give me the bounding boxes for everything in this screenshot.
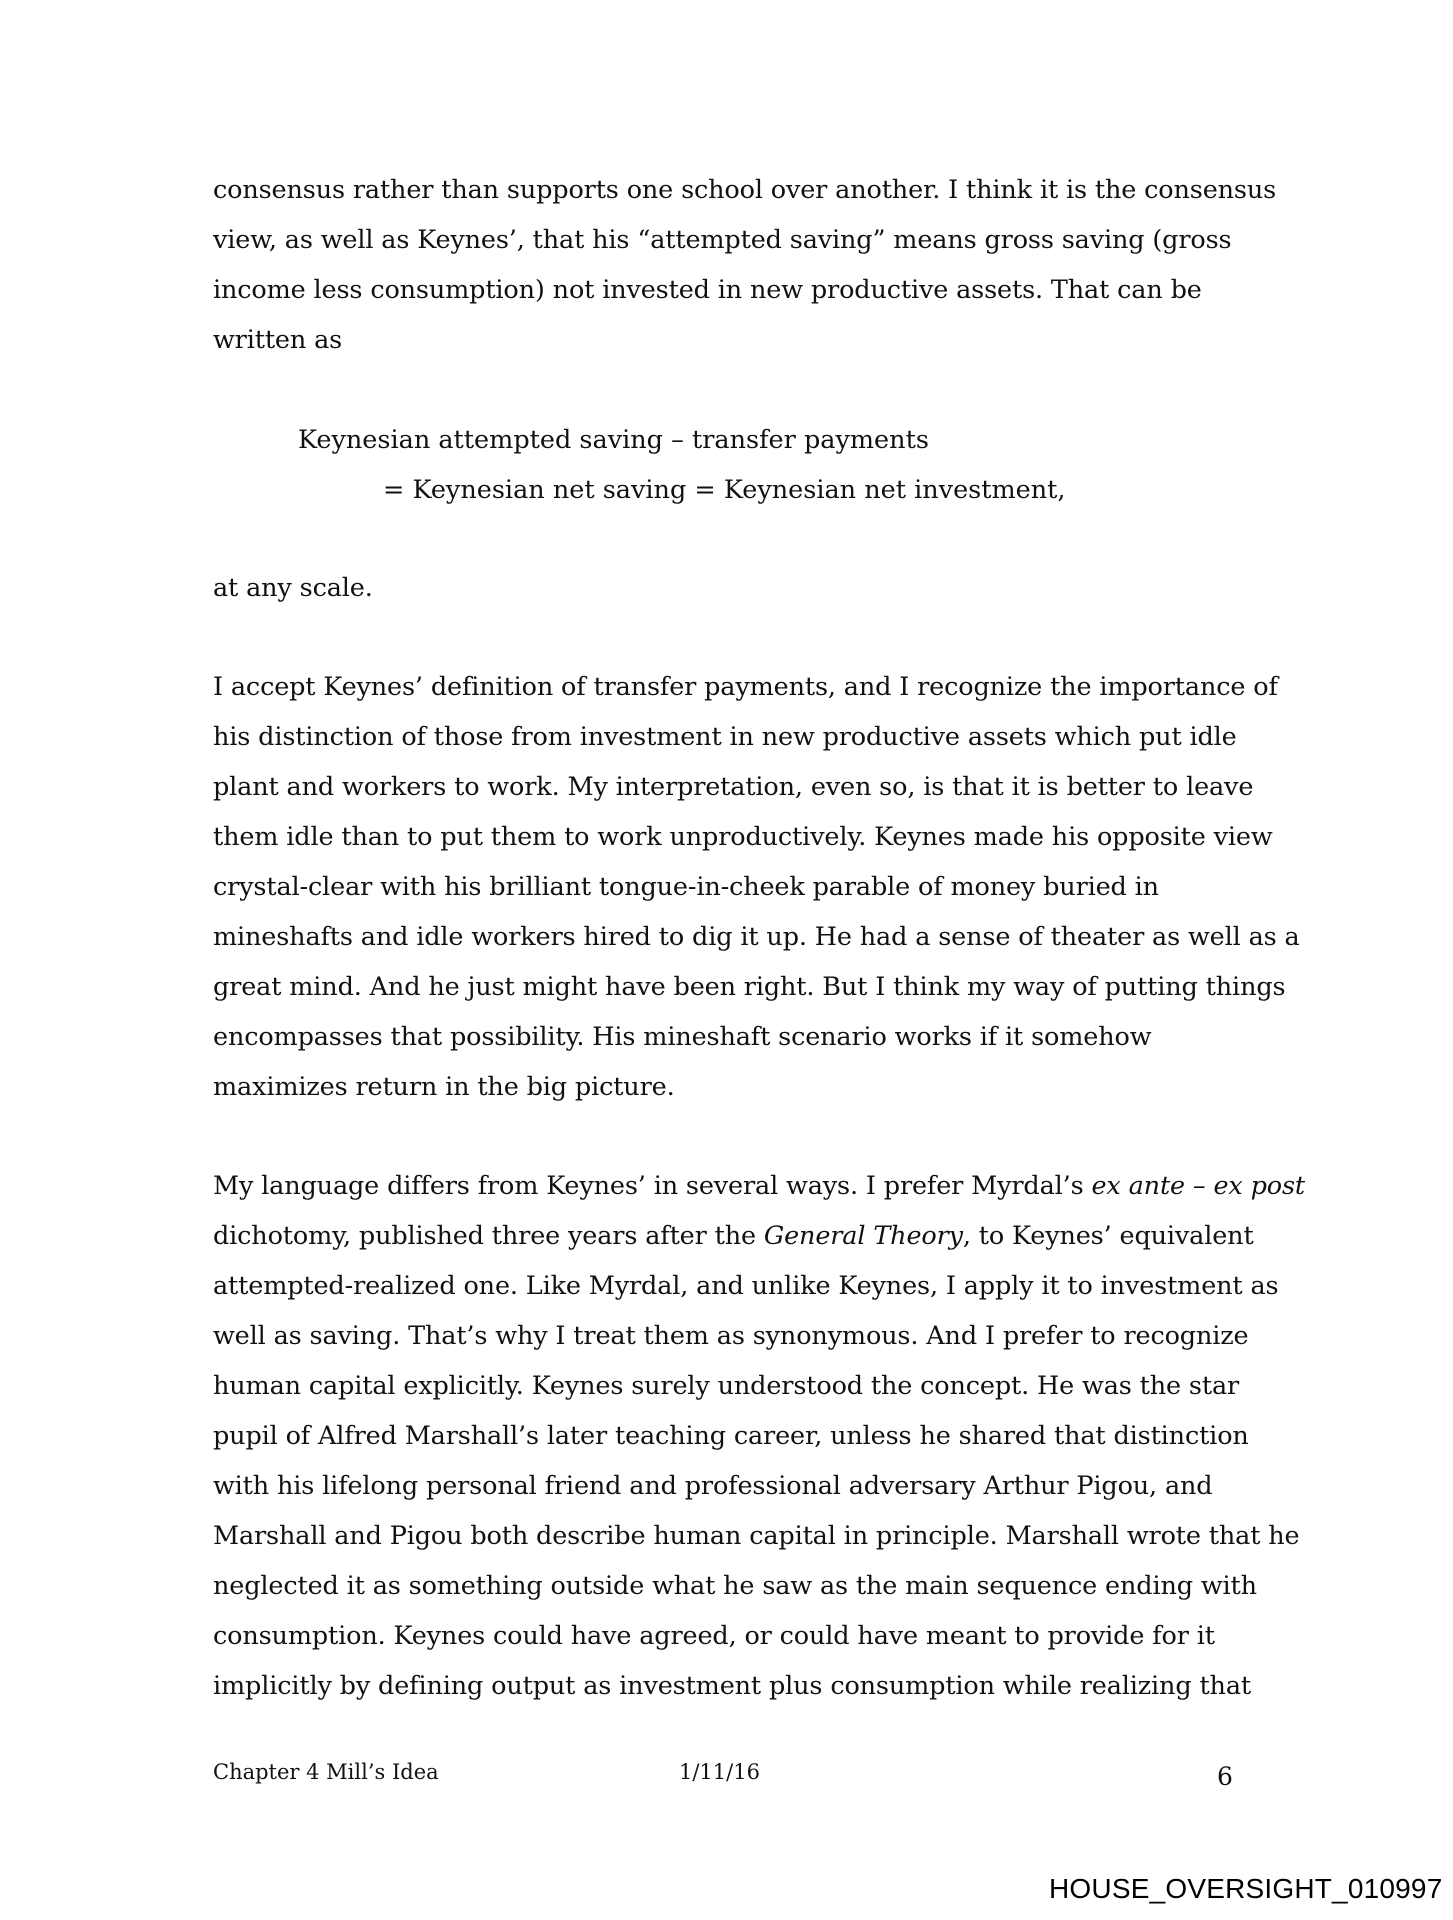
text-run: , to Keynes’ equivalent — [962, 1221, 1254, 1251]
text-line: consumption. Keynes could have agreed, or could have meant to provide for it — [213, 1621, 1215, 1651]
page-number: 6 — [1217, 1762, 1233, 1791]
text-line: human capital explicitly. Keynes surely understood the concept. He was the star — [213, 1371, 1240, 1401]
text-line: neglected it as something outside what he saw as the main sequence ending with — [213, 1571, 1257, 1601]
footer-date: 1/11/16 — [679, 1760, 760, 1784]
text-line: pupil of Alfred Marshall’s later teaching career, unless he shared that distinction — [213, 1421, 1249, 1451]
text-line: crystal-clear with his brilliant tongue-in-cheek parable of money buried in — [213, 872, 1159, 902]
text-line: encompasses that possibility. His mineshaft scenario works if it somehow — [213, 1022, 1152, 1052]
text-line: great mind. And he just might have been right. But I think my way of putting things — [213, 972, 1286, 1002]
italic-title: General Theory — [763, 1221, 963, 1251]
text-line: them idle than to put them to work unproductively. Keynes made his opposite view — [213, 822, 1273, 852]
text-line: Marshall and Pigou both describe human capital in principle. Marshall wrote that he — [213, 1521, 1300, 1551]
text-line: at any scale. — [213, 573, 373, 603]
after-equation-text — [213, 563, 1243, 613]
text-line: with his lifelong personal friend and professional adversary Arthur Pigou, and — [213, 1471, 1213, 1501]
paragraph-3 — [213, 1161, 1306, 1711]
text-line: written as — [213, 325, 343, 355]
footer-chapter: Chapter 4 Mill’s Idea — [213, 1760, 439, 1784]
text-run: dichotomy, published three years after the — [213, 1221, 764, 1251]
text-line: maximizes return in the big picture. — [213, 1072, 675, 1102]
text-run: My language differs from Keynes’ in several ways. I prefer Myrdal’s — [213, 1171, 1092, 1201]
text-line: view, as well as Keynes’, that his “attempted saving” means gross saving (gross — [213, 225, 1232, 255]
text-line: implicitly by defining output as investment plus consumption while realizing that — [213, 1671, 1251, 1701]
text-line: his distinction of those from investment in new productive assets which put idle — [213, 722, 1237, 752]
text-line: mineshafts and idle workers hired to dig it up. He had a sense of theater as well as a — [213, 922, 1300, 952]
equation-line-1: Keynesian attempted saving – transfer payments — [298, 425, 929, 455]
paragraph-2 — [213, 662, 1300, 1112]
paragraph-1 — [213, 165, 1277, 365]
text-line: plant and workers to work. My interpretation, even so, is that it is better to leave — [213, 772, 1254, 802]
text-line: consensus rather than supports one school over another. I think it is the consensus — [213, 175, 1277, 205]
equation-line-2: = Keynesian net saving = Keynesian net investment, — [383, 475, 1066, 505]
italic-term: ex ante – ex post — [1091, 1171, 1306, 1201]
text-line: income less consumption) not invested in new productive assets. That can be — [213, 275, 1202, 305]
text-line: well as saving. That’s why I treat them as synonymous. And I prefer to recognize — [213, 1321, 1249, 1351]
text-line: I accept Keynes’ definition of transfer payments, and I recognize the importance of — [213, 672, 1278, 702]
text-line: attempted-realized one. Like Myrdal, and unlike Keynes, I apply it to investment as — [213, 1271, 1279, 1301]
text-line — [213, 1211, 1254, 1261]
text-line — [213, 1161, 1306, 1211]
bates-stamp: HOUSE_OVERSIGHT_010997 — [1049, 1873, 1443, 1904]
